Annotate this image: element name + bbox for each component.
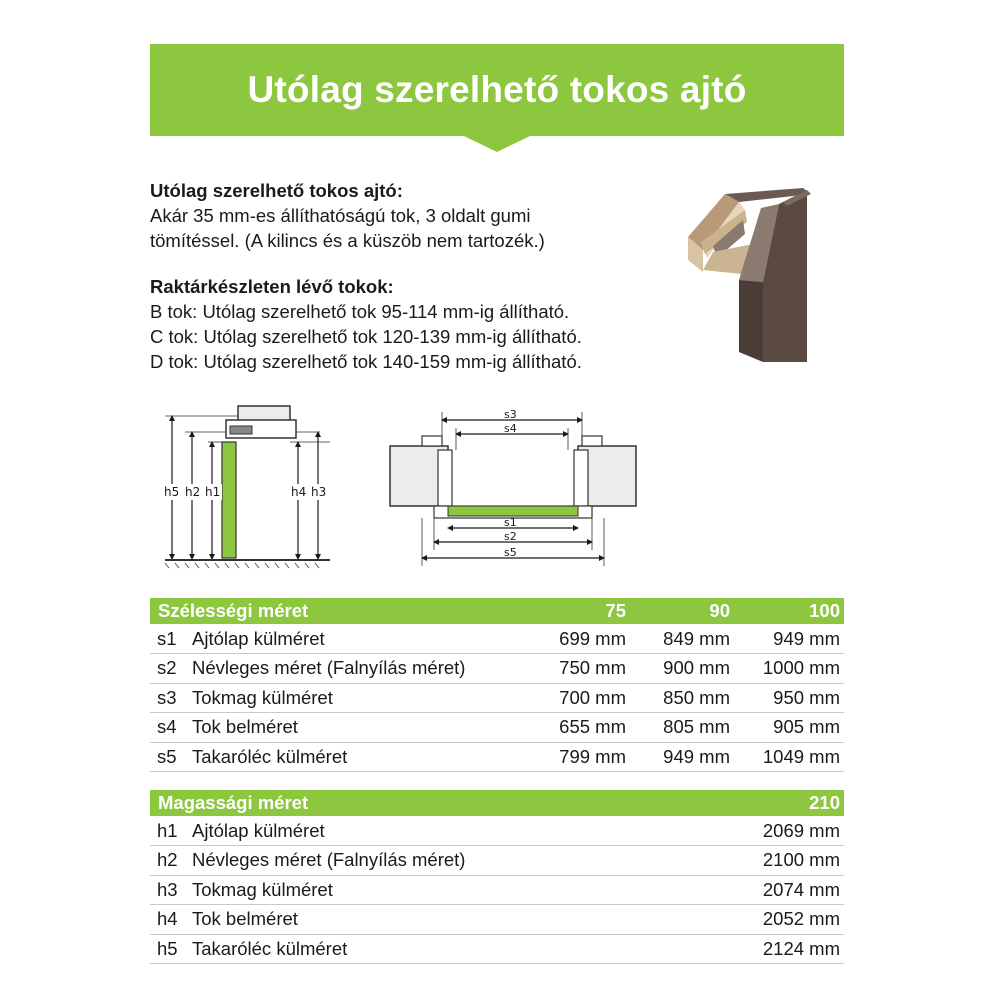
row-value: 850 mm (630, 683, 734, 713)
height-table-header (150, 790, 844, 816)
height-col-210: 210 (734, 790, 844, 816)
intro-line: tömítéssel. (A kilincs és a küszöb nem tartozék.) (150, 230, 545, 251)
label-s5: s5 (504, 546, 517, 559)
label-h2: h2 (185, 485, 201, 499)
width-section-diagram (382, 402, 644, 572)
table-row (150, 624, 844, 654)
table-row (150, 683, 844, 713)
row-value: 950 mm (734, 683, 844, 713)
row-code: s3 (150, 683, 190, 713)
label-s1: s1 (504, 516, 517, 529)
row-value: 2124 mm (734, 934, 844, 964)
row-value: 949 mm (630, 742, 734, 772)
table-row (150, 654, 844, 684)
row-code: h4 (150, 905, 190, 935)
stock-heading: Raktárkészleten lévő tokok: (150, 276, 394, 297)
height-table (150, 790, 844, 964)
row-value: 900 mm (630, 654, 734, 684)
stock-item-c: C tok: Utólag szerelhető tok 120-139 mm-ig állítható. (150, 326, 582, 347)
row-value: 799 mm (526, 742, 630, 772)
row-label: Ajtólap külméret (190, 624, 526, 654)
row-code: h1 (150, 816, 190, 846)
table-row (150, 742, 844, 772)
table-row (150, 934, 844, 964)
stock-item-d: D tok: Utólag szerelhető tok 140-159 mm-ig állítható. (150, 351, 582, 372)
row-value: 905 mm (734, 713, 844, 743)
row-code: h2 (150, 846, 190, 876)
row-code: s5 (150, 742, 190, 772)
row-value: 2052 mm (734, 905, 844, 935)
table-row (150, 846, 844, 876)
label-s2: s2 (504, 530, 517, 543)
row-label: Tok belméret (190, 905, 734, 935)
label-s4: s4 (504, 422, 517, 435)
row-label: Takaróléc külméret (190, 742, 526, 772)
label-h3: h3 (311, 485, 327, 499)
width-col-90: 90 (630, 598, 734, 624)
row-value: 805 mm (630, 713, 734, 743)
label-s3: s3 (504, 408, 517, 421)
row-value: 2074 mm (734, 875, 844, 905)
stock-item-b: B tok: Utólag szerelhető tok 95-114 mm-ig állítható. (150, 301, 570, 322)
width-table-header (150, 598, 844, 624)
table-row (150, 816, 844, 846)
row-code: s1 (150, 624, 190, 654)
row-label: Tokmag külméret (190, 875, 734, 905)
row-code: s2 (150, 654, 190, 684)
table-row (150, 713, 844, 743)
row-label: Takaróléc külméret (190, 934, 734, 964)
row-value: 1000 mm (734, 654, 844, 684)
intro-section (150, 178, 690, 374)
row-value: 1049 mm (734, 742, 844, 772)
width-col-100: 100 (734, 598, 844, 624)
label-h1: h1 (205, 485, 221, 499)
door-frame-image (683, 182, 823, 362)
label-h4: h4 (291, 485, 307, 499)
height-table-title: Magassági méret (150, 790, 734, 816)
row-label: Tokmag külméret (190, 683, 526, 713)
page-title: Utólag szerelhető tokos ajtó (247, 69, 747, 110)
row-value: 2100 mm (734, 846, 844, 876)
intro-heading: Utólag szerelhető tokos ajtó: (150, 180, 403, 201)
row-value: 699 mm (526, 624, 630, 654)
width-table-title: Szélességi méret (150, 598, 526, 624)
row-label: Névleges méret (Falnyílás méret) (190, 846, 734, 876)
table-row (150, 875, 844, 905)
row-label: Tok belméret (190, 713, 526, 743)
row-value: 2069 mm (734, 816, 844, 846)
row-value: 849 mm (630, 624, 734, 654)
intro-line: Akár 35 mm-es állíthatóságú tok, 3 oldalt gumi (150, 205, 531, 226)
row-value: 700 mm (526, 683, 630, 713)
row-label: Ajtólap külméret (190, 816, 734, 846)
table-row (150, 905, 844, 935)
title-banner (150, 44, 844, 156)
row-value: 655 mm (526, 713, 630, 743)
row-value: 949 mm (734, 624, 844, 654)
row-code: h3 (150, 875, 190, 905)
height-section-diagram (160, 402, 340, 574)
label-h5: h5 (164, 485, 180, 499)
row-value: 750 mm (526, 654, 630, 684)
width-table (150, 598, 844, 772)
width-col-75: 75 (526, 598, 630, 624)
row-code: s4 (150, 713, 190, 743)
row-label: Névleges méret (Falnyílás méret) (190, 654, 526, 684)
row-code: h5 (150, 934, 190, 964)
